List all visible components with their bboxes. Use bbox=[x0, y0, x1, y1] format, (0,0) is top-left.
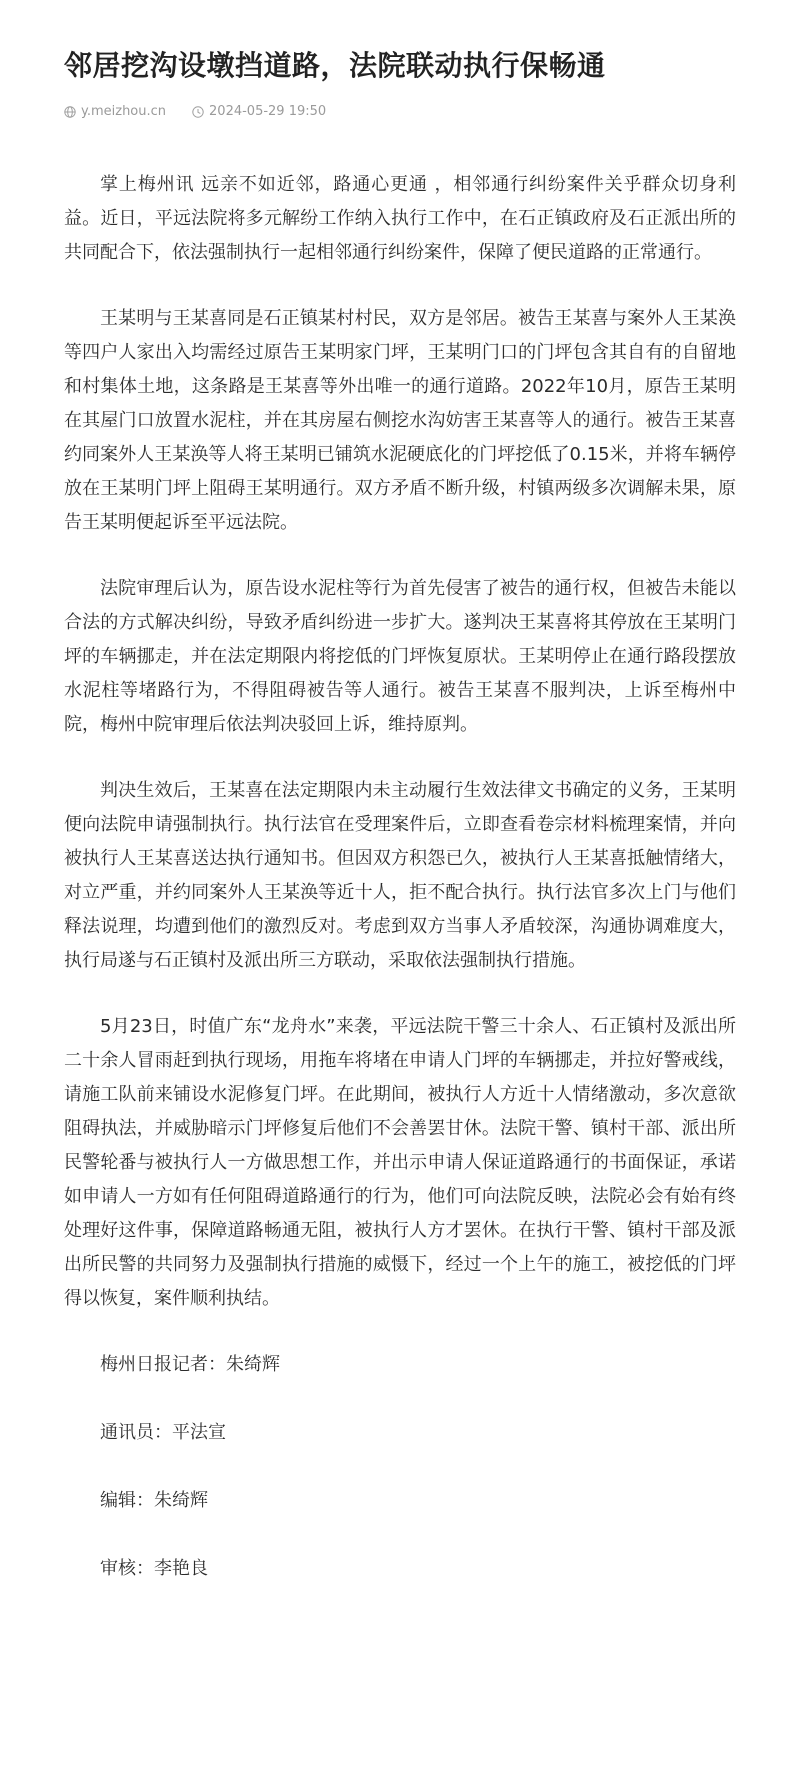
paragraph: 法院审理后认为，原告设水泥柱等行为首先侵害了被告的通行权，但被告未能以合法的方式解决纠纷，导致矛盾纠纷进一步扩大。遂判决王某喜将其停放在王某明门坪的车辆挪走，并在法定期限内将挖低的门坪恢复原状。王某明停止在通行路段摆放水泥柱等堵路行为，不得阻碍被告等人通行。被告王某喜不服判决，上诉至梅州中院，梅州中院审理后依法判决驳回上诉，维持原判。 bbox=[64, 578, 736, 735]
globe-icon bbox=[64, 106, 76, 118]
datetime-text: 2024-05-29 19:50 bbox=[209, 104, 327, 119]
source-text: y.meizhou.cn bbox=[81, 104, 167, 119]
article-body bbox=[64, 168, 736, 1586]
credit-reporter: 梅州日报记者：朱绮辉 bbox=[100, 1354, 280, 1375]
credit-reviewer: 审核：李艳良 bbox=[100, 1558, 208, 1579]
credit-editor: 编辑：朱绮辉 bbox=[100, 1490, 208, 1511]
paragraph: 判决生效后，王某喜在法定期限内未主动履行生效法律文书确定的义务，王某明便向法院申请强制执行。执行法官在受理案件后，立即查看卷宗材料梳理案情，并向被执行人王某喜送达执行通知书。但因双方积怨已久，被执行人王某喜抵触情绪大，对立严重，并约同案外人王某涣等近十人，拒不配合执行。执行法官多次上门与他们释法说理，均遭到他们的激烈反对。考虑到双方当事人矛盾较深，沟通协调难度大，执行局遂与石正镇村及派出所三方联动，采取依法强制执行措施。 bbox=[64, 780, 736, 971]
article-title: 邻居挖沟设墩挡道路，法院联动执行保畅通 bbox=[64, 49, 606, 82]
paragraph: 王某明与王某喜同是石正镇某村村民，双方是邻居。被告王某喜与案外人王某涣等四户人家出入均需经过原告王某明家门坪，王某明门口的门坪包含其自有的自留地和村集体土地，这条路是王某喜等外出唯一的通行道路。2022年10月，原告王某明在其屋门口放置水泥柱，并在其房屋右侧挖水沟妨害王某喜等人的通行。被告王某喜约同案外人王某涣等人将王某明已铺筑水泥硬底化的门坪挖低了0.15米，并将车辆停放在王某明门坪上阻碍王某明通行。双方矛盾不断升级，村镇两级多次调解未果，原告王某明便起诉至平远法院。 bbox=[64, 308, 736, 533]
paragraph: 5月23日，时值广东“龙舟水”来袭，平远法院干警三十余人、石正镇村及派出所二十余人冒雨赶到执行现场，用拖车将堵在申请人门坪的车辆挪走，并拉好警戒线，请施工队前来铺设水泥修复门坪。在此期间，被执行人方近十人情绪激动，多次意欲阻碍执法，并威胁暗示门坪修复后他们不会善罢甘休。法院干警、镇村干部、派出所民警轮番与被执行人一方做思想工作，并出示申请人保证道路通行的书面保证，承诺如申请人一方如有任何阻碍道路通行的行为，他们可向法院反映，法院必会有始有终处理好这件事，保障道路畅通无阻，被执行人方才罢休。在执行干警、镇村干部及派出所民警的共同努力及强制执行措施的威慑下，经过一个上午的施工，被挖低的门坪得以恢复，案件顺利执结。 bbox=[64, 1016, 736, 1309]
credit-correspondent: 通讯员：平法宣 bbox=[100, 1422, 226, 1443]
clock-icon bbox=[192, 106, 204, 118]
source-meta[interactable] bbox=[64, 102, 166, 122]
datetime-meta bbox=[192, 102, 326, 122]
article-meta bbox=[64, 102, 736, 122]
paragraph: 掌上梅州讯 远亲不如近邻，路通心更通 ，相邻通行纠纷案件关乎群众切身利益。近日，平远法院将多元解纷工作纳入执行工作中，在石正镇政府及石正派出所的共同配合下，依法强制执行一起相邻通行纠纷案件，保障了便民道路的正常通行。 bbox=[64, 174, 736, 263]
